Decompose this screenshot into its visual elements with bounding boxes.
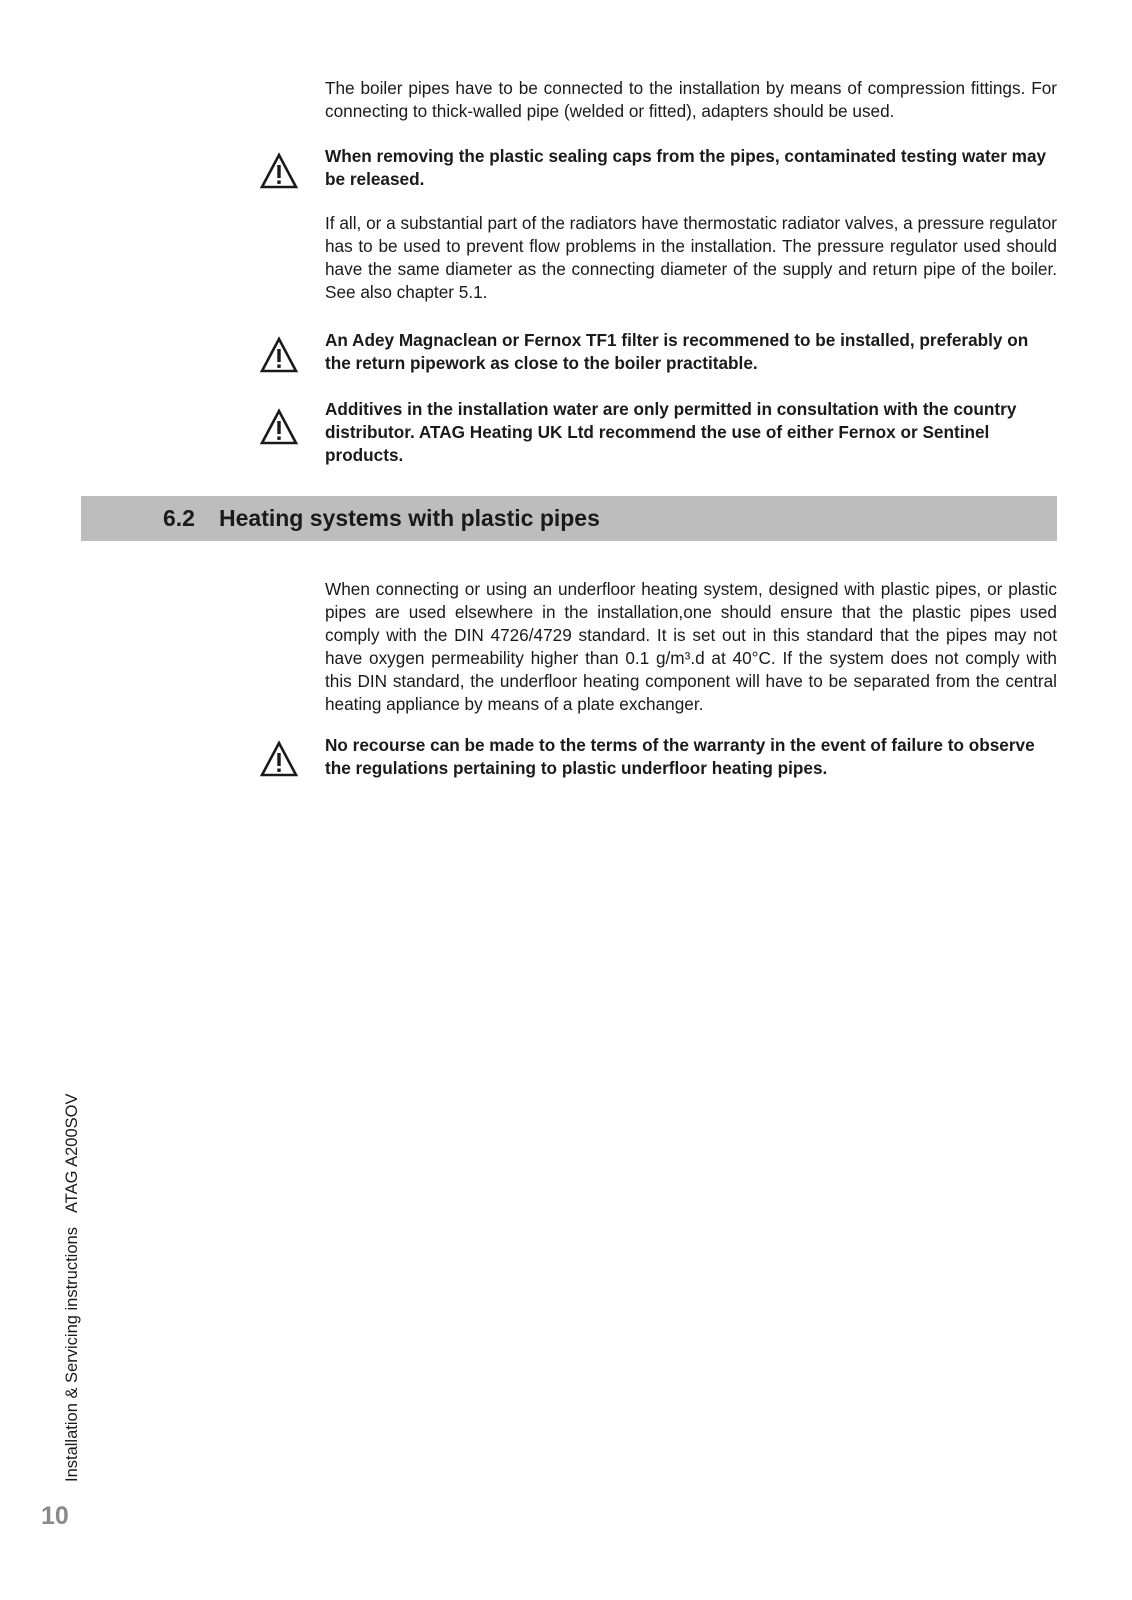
warning-triangle-icon [259, 408, 299, 446]
paragraph-text: If all, or a substantial part of the radiators have thermostatic radiator valves, a pressure regulator has to be used to prevent flow problems in the installation. The pressure regulator used should have the same diameter as the connecting diameter of the supply and return pipe of the boiler. See also chapter 5.1. [325, 213, 1057, 302]
paragraph-compression-fittings [325, 77, 1057, 123]
warning-additives [325, 398, 1057, 467]
warning-text: An Adey Magnaclean or Fernox TF1 filter is recommened to be installed, preferably on the return pipework as close to the boiler practitable. [325, 330, 1029, 373]
side-label [63, 1094, 81, 1482]
warning-sealing-caps [325, 145, 1057, 191]
warning-text: Additives in the installation water are only permitted in consultation with the country distributor. ATAG Heating UK Ltd recommend the use of either Fernox or Sentinel products. [325, 399, 1017, 465]
section-heading [81, 496, 1057, 541]
warning-triangle-icon [259, 740, 299, 778]
section-number: 6.2 [163, 505, 195, 531]
paragraph-pressure-regulator [325, 212, 1057, 304]
paragraph-text: The boiler pipes have to be connected to the installation by means of compression fittings. For connecting to thick-walled pipe (welded or fitted), adapters should be used. [325, 78, 1057, 121]
warning-text: When removing the plastic sealing caps from the pipes, contaminated testing water may be released. [325, 146, 1047, 189]
warning-warranty [325, 734, 1057, 780]
warning-filter [325, 329, 1057, 375]
paragraph-text: When connecting or using an underfloor heating system, designed with plastic pipes, or plastic pipes are used elsewhere in the installation,one should ensure that the plastic pipes used comply with the DIN 4726/4729 standard. It is set out in this standard that the pipes may not have oxygen permeability higher than 0.1 g/m³.d at 40°C. If the system does not comply with this DIN standard, the underfloor heating component will have to be separated from the central heating appliance by means of a plate exchanger. [325, 579, 1057, 714]
section-title: Heating systems with plastic pipes [219, 505, 600, 531]
paragraph-plastic-pipes [325, 578, 1057, 716]
document-title: Installation & Servicing instructions [63, 1227, 81, 1482]
warning-triangle-icon [259, 152, 299, 190]
warning-text: No recourse can be made to the terms of the warranty in the event of failure to observe the regulations pertaining to plastic underfloor heating pipes. [325, 735, 1035, 778]
warning-triangle-icon [259, 336, 299, 374]
model-name: ATAG A200SOV [63, 1093, 81, 1214]
page-number: 10 [41, 1502, 69, 1530]
